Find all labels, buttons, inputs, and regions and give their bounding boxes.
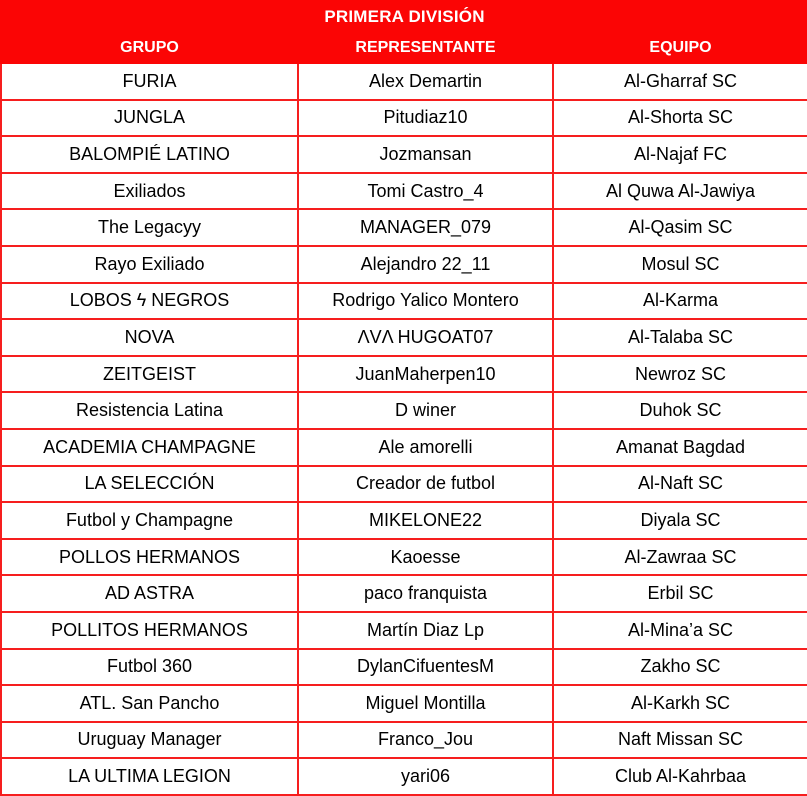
cell-equipo: Naft Missan SC — [553, 722, 807, 759]
cell-grupo: ZEITGEIST — [1, 356, 298, 393]
cell-equipo: Mosul SC — [553, 246, 807, 283]
cell-grupo: FURIA — [1, 63, 298, 100]
cell-representante: yari06 — [298, 758, 553, 795]
column-header-grupo: GRUPO — [1, 33, 298, 63]
cell-grupo: ATL. San Pancho — [1, 685, 298, 722]
cell-representante: MIKELONE22 — [298, 502, 553, 539]
cell-equipo: Al-Gharraf SC — [553, 63, 807, 100]
cell-grupo: Exiliados — [1, 173, 298, 210]
cell-representante: Alejandro 22_11 — [298, 246, 553, 283]
column-header-equipo: EQUIPO — [553, 33, 807, 63]
cell-equipo: Al-Karma — [553, 283, 807, 320]
cell-equipo: Al-Najaf FC — [553, 136, 807, 173]
cell-representante: Kaoesse — [298, 539, 553, 576]
cell-representante: Jozmansan — [298, 136, 553, 173]
cell-equipo: Al-Zawraa SC — [553, 539, 807, 576]
cell-representante: Miguel Montilla — [298, 685, 553, 722]
cell-representante: Creador de futbol — [298, 466, 553, 503]
cell-grupo: LA SELECCIÓN — [1, 466, 298, 503]
cell-representante: MANAGER_079 — [298, 209, 553, 246]
cell-grupo: Resistencia Latina — [1, 392, 298, 429]
cell-equipo: Al-Talaba SC — [553, 319, 807, 356]
cell-equipo: Al-Mina’a SC — [553, 612, 807, 649]
cell-grupo: POLLOS HERMANOS — [1, 539, 298, 576]
table-row — [1, 63, 807, 100]
cell-grupo: AD ASTRA — [1, 575, 298, 612]
cell-representante: Alex Demartin — [298, 63, 553, 100]
cell-equipo: Al-Shorta SC — [553, 100, 807, 137]
table-row — [1, 539, 807, 576]
cell-representante: Pitudiaz10 — [298, 100, 553, 137]
cell-grupo: NOVA — [1, 319, 298, 356]
cell-equipo: Erbil SC — [553, 575, 807, 612]
cell-equipo: Al-Qasim SC — [553, 209, 807, 246]
table-row — [1, 283, 807, 320]
table-row — [1, 502, 807, 539]
table-row — [1, 612, 807, 649]
table-row — [1, 466, 807, 503]
cell-equipo: Duhok SC — [553, 392, 807, 429]
cell-equipo: Al-Naft SC — [553, 466, 807, 503]
cell-grupo: ACADEMIA CHAMPAGNE — [1, 429, 298, 466]
table-row — [1, 356, 807, 393]
table-row — [1, 136, 807, 173]
cell-grupo: POLLITOS HERMANOS — [1, 612, 298, 649]
cell-representante: paco franquista — [298, 575, 553, 612]
cell-equipo: Newroz SC — [553, 356, 807, 393]
table-row — [1, 246, 807, 283]
table-row — [1, 575, 807, 612]
table-body — [1, 63, 807, 795]
cell-grupo: JUNGLA — [1, 100, 298, 137]
cell-representante: Franco_Jou — [298, 722, 553, 759]
cell-grupo: The Legacyy — [1, 209, 298, 246]
table-row — [1, 392, 807, 429]
cell-representante: D winer — [298, 392, 553, 429]
title-row — [1, 1, 807, 33]
table-row — [1, 173, 807, 210]
cell-grupo: LA ULTIMA LEGION — [1, 758, 298, 795]
table-row — [1, 649, 807, 686]
cell-representante: Ale amorelli — [298, 429, 553, 466]
cell-grupo: Rayo Exiliado — [1, 246, 298, 283]
table-header — [1, 1, 807, 63]
cell-representante: JuanMaherpen10 — [298, 356, 553, 393]
cell-grupo: LOBOS ϟ NEGROS — [1, 283, 298, 320]
cell-equipo: Diyala SC — [553, 502, 807, 539]
table-row — [1, 429, 807, 466]
cell-representante: Martín Diaz Lp — [298, 612, 553, 649]
table-row — [1, 319, 807, 356]
cell-grupo: Futbol y Champagne — [1, 502, 298, 539]
table-row — [1, 722, 807, 759]
column-header-row — [1, 33, 807, 63]
cell-grupo: Uruguay Manager — [1, 722, 298, 759]
table-row — [1, 685, 807, 722]
cell-grupo: Futbol 360 — [1, 649, 298, 686]
cell-grupo: BALOMPIÉ LATINO — [1, 136, 298, 173]
cell-equipo: Zakho SC — [553, 649, 807, 686]
table-row — [1, 758, 807, 795]
cell-representante: Tomi Castro_4 — [298, 173, 553, 210]
cell-equipo: Club Al-Kahrbaa — [553, 758, 807, 795]
cell-representante: DylanCifuentesM — [298, 649, 553, 686]
cell-representante: Rodrigo Yalico Montero — [298, 283, 553, 320]
cell-equipo: Al Quwa Al-Jawiya — [553, 173, 807, 210]
table-row — [1, 209, 807, 246]
column-header-representante: REPRESENTANTE — [298, 33, 553, 63]
cell-equipo: Al-Karkh SC — [553, 685, 807, 722]
table-title: PRIMERA DIVISIÓN — [1, 1, 807, 33]
table-row — [1, 100, 807, 137]
cell-equipo: Amanat Bagdad — [553, 429, 807, 466]
cell-representante: ΛVΛ HUGOAT07 — [298, 319, 553, 356]
